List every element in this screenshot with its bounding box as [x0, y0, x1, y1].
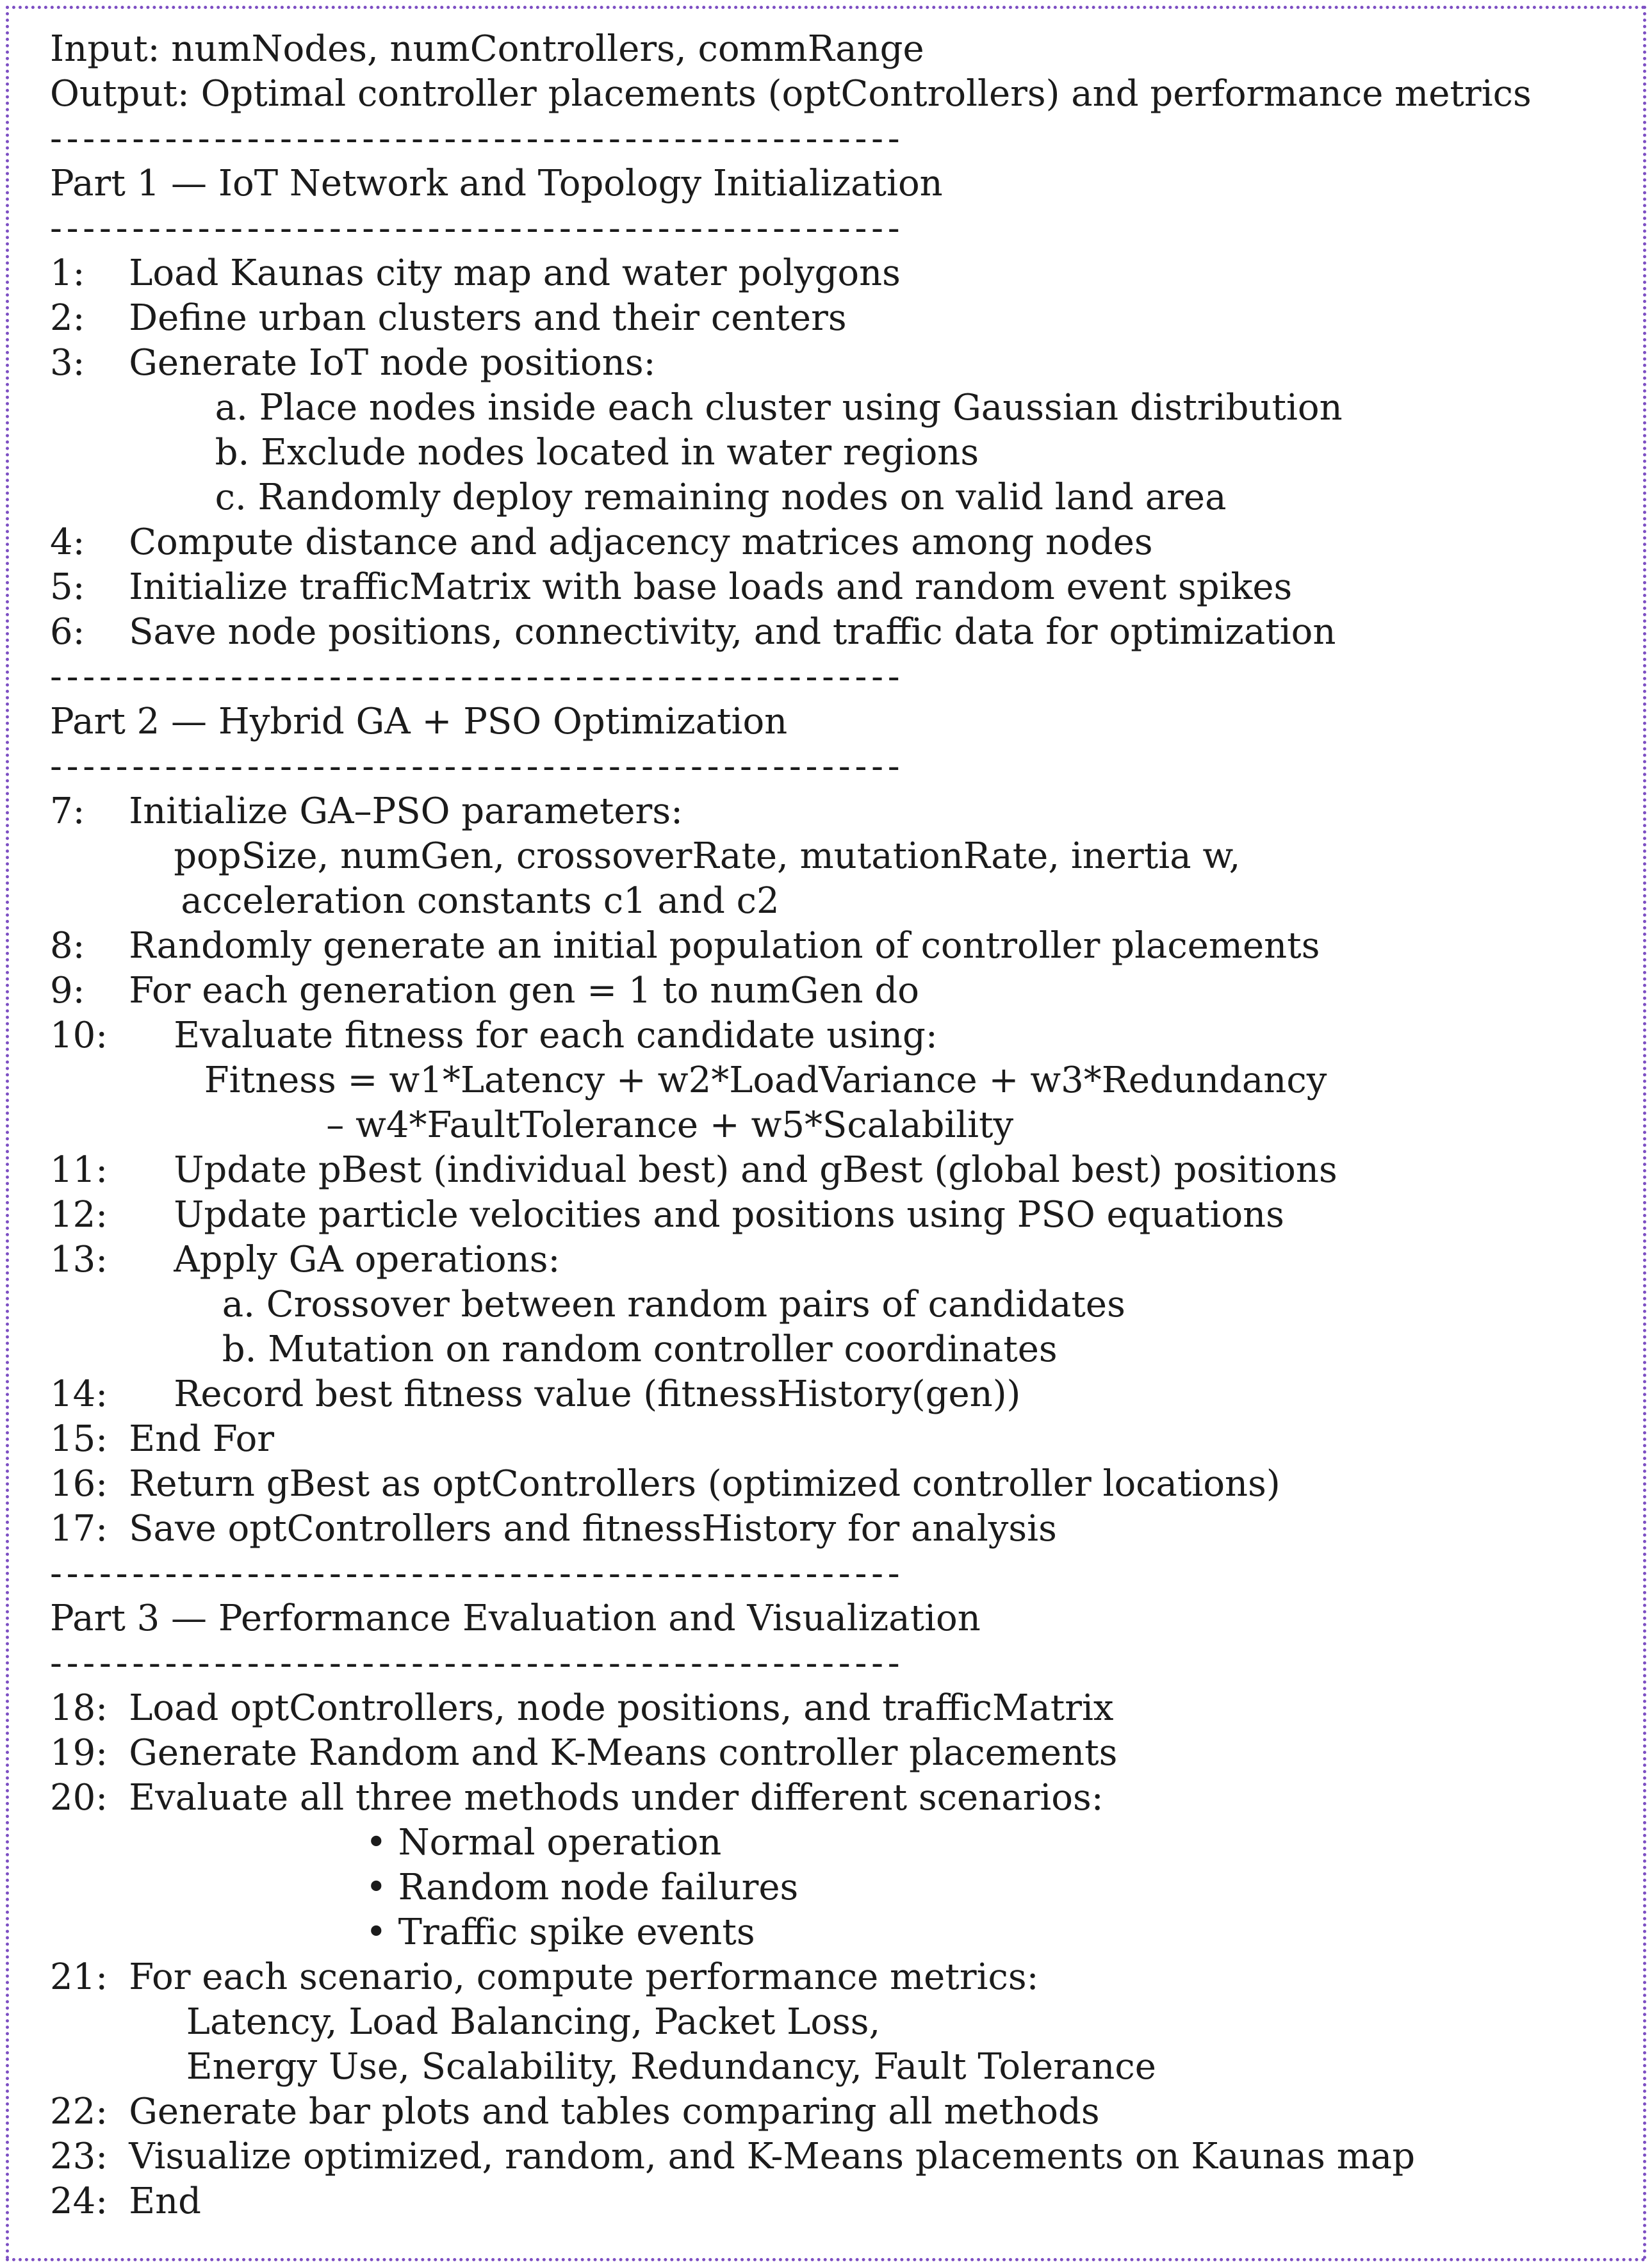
- pseudocode-line: [50, 969, 1628, 1013]
- line-text: Initialize trafficMatrix with base loads and random event spikes: [129, 566, 1293, 608]
- line-number: 24:: [50, 2181, 108, 2222]
- header-line: [50, 161, 1628, 206]
- line-number: 16:: [50, 1463, 108, 1505]
- separator-line: [50, 655, 1628, 700]
- pseudocode-line: [50, 834, 1628, 879]
- line-number: 5:: [50, 566, 85, 608]
- line-number: 11:: [50, 1149, 108, 1191]
- header-line: [50, 700, 1628, 744]
- line-text: Evaluate fitness for each candidate using:: [174, 1015, 938, 1056]
- pseudocode-line: [50, 341, 1628, 386]
- line-text: – w4*FaultTolerance + w5*Scalability: [326, 1104, 1014, 1146]
- pseudocode-line: [50, 430, 1628, 475]
- line-text: Return gBest as optControllers (optimized controller locations): [129, 1463, 1280, 1505]
- separator-line: [50, 744, 1628, 789]
- line-text: For each scenario, compute performance metrics:: [129, 1956, 1039, 1998]
- line-text: Generate bar plots and tables comparing all methods: [129, 2091, 1100, 2132]
- separator-line: [50, 117, 1628, 161]
- line-number: 10:: [50, 1015, 108, 1056]
- line-text: Define urban clusters and their centers: [129, 297, 847, 339]
- line-number: 4:: [50, 521, 85, 563]
- pseudocode-line: [50, 1193, 1628, 1238]
- line-number: 14:: [50, 1373, 108, 1415]
- line-text: Load Kaunas city map and water polygons: [129, 252, 901, 294]
- line-number: 9:: [50, 970, 85, 1011]
- pseudocode-line: [50, 2134, 1628, 2179]
- pseudocode-line: [50, 879, 1628, 924]
- separator-dashes: ----------------------------------------------------: [50, 1553, 904, 1594]
- line-number: 22:: [50, 2091, 108, 2132]
- line-text: Evaluate all three methods under different scenarios:: [129, 1777, 1104, 1819]
- line-text: acceleration constants c1 and c2: [181, 880, 780, 922]
- pseudocode-line: [50, 1731, 1628, 1776]
- pseudocode-line: [50, 789, 1628, 834]
- line-text: For each generation gen = 1 to numGen do: [129, 970, 919, 1011]
- header-line: [50, 72, 1628, 117]
- line-text: Part 3 — Performance Evaluation and Visualization: [50, 1598, 981, 1639]
- line-number: 3:: [50, 342, 85, 384]
- line-text: Generate Random and K-Means controller placements: [129, 1732, 1118, 1774]
- line-number: 15:: [50, 1418, 108, 1460]
- separator-dashes: ----------------------------------------------------: [50, 656, 904, 698]
- line-number: 19:: [50, 1732, 108, 1774]
- pseudocode-line: [50, 296, 1628, 341]
- pseudocode-line: [50, 386, 1628, 430]
- line-number: 13:: [50, 1239, 108, 1281]
- pseudocode-line: [50, 1417, 1628, 1462]
- pseudocode-line: [50, 1776, 1628, 1821]
- line-number: 2:: [50, 297, 85, 339]
- separator-line: [50, 206, 1628, 251]
- line-text: Energy Use, Scalability, Redundancy, Fault Tolerance: [186, 2046, 1156, 2088]
- pseudocode-line: [50, 1910, 1628, 1955]
- pseudocode-line: [50, 2045, 1628, 2090]
- pseudocode-line: [50, 251, 1628, 296]
- line-text: Generate IoT node positions:: [129, 342, 656, 384]
- line-number: 17:: [50, 1508, 108, 1550]
- line-text: Update pBest (individual best) and gBest (global best) positions: [174, 1149, 1337, 1191]
- line-text: Compute distance and adjacency matrices among nodes: [129, 521, 1153, 563]
- pseudocode-line: [50, 1058, 1628, 1103]
- line-number: 6:: [50, 611, 85, 653]
- pseudocode-line: [50, 1462, 1628, 1507]
- pseudocode-line: [50, 565, 1628, 610]
- line-number: 12:: [50, 1194, 108, 1236]
- line-text: • Normal operation: [365, 1822, 722, 1863]
- pseudocode-line: [50, 2179, 1628, 2224]
- separator-line: [50, 1641, 1628, 1686]
- line-text: Record best fitness value (fitnessHistory(gen)): [174, 1373, 1021, 1415]
- line-text: • Random node failures: [365, 1867, 799, 1908]
- pseudocode-line: [50, 610, 1628, 655]
- line-number: 7:: [50, 790, 85, 832]
- line-text: Latency, Load Balancing, Packet Loss,: [186, 2001, 881, 2043]
- header-line: [50, 27, 1628, 72]
- pseudocode-line: [50, 1507, 1628, 1551]
- pseudocode-line: [50, 1103, 1628, 1148]
- line-text: Save node positions, connectivity, and traffic data for optimization: [129, 611, 1336, 653]
- line-text: Apply GA operations:: [174, 1239, 560, 1281]
- header-line: [50, 1596, 1628, 1641]
- pseudocode-line: [50, 520, 1628, 565]
- line-text: Visualize optimized, random, and K-Means placements on Kaunas map: [129, 2136, 1416, 2177]
- line-number: 8:: [50, 925, 85, 967]
- line-text: Initialize GA–PSO parameters:: [129, 790, 683, 832]
- line-text: Save optControllers and fitnessHistory for analysis: [129, 1508, 1057, 1550]
- line-number: 20:: [50, 1777, 108, 1819]
- separator-dashes: ----------------------------------------------------: [50, 208, 904, 249]
- line-text: Part 2 — Hybrid GA + PSO Optimization: [50, 701, 788, 742]
- pseudocode-line: [50, 2000, 1628, 2045]
- separator-dashes: ----------------------------------------------------: [50, 118, 904, 160]
- pseudocode-line: [50, 1238, 1628, 1282]
- line-text: End: [129, 2181, 201, 2222]
- line-text: b. Exclude nodes located in water regions: [215, 432, 979, 473]
- line-text: c. Randomly deploy remaining nodes on valid land area: [215, 477, 1227, 518]
- pseudocode-line: [50, 1372, 1628, 1417]
- pseudocode-line: [50, 1282, 1628, 1327]
- separator-dashes: ----------------------------------------------------: [50, 746, 904, 787]
- pseudocode-line: [50, 475, 1628, 520]
- line-text: b. Mutation on random controller coordinates: [222, 1329, 1058, 1370]
- pseudocode-line: [50, 1865, 1628, 1910]
- line-number: 21:: [50, 1956, 108, 1998]
- line-number: 1:: [50, 252, 85, 294]
- line-text: a. Crossover between random pairs of candidates: [222, 1284, 1125, 1325]
- pseudocode-line: [50, 1955, 1628, 2000]
- line-text: a. Place nodes inside each cluster using Gaussian distribution: [215, 387, 1343, 429]
- pseudocode-line: [50, 924, 1628, 969]
- separator-line: [50, 1551, 1628, 1596]
- pseudocode-line: [50, 1686, 1628, 1731]
- line-text: Output: Optimal controller placements (optControllers) and performance metrics: [50, 73, 1532, 115]
- line-text: Fitness = w1*Latency + w2*LoadVariance + w3*Redundancy: [204, 1060, 1327, 1101]
- line-text: Update particle velocities and positions using PSO equations: [174, 1194, 1284, 1236]
- line-text: popSize, numGen, crossoverRate, mutationRate, inertia w,: [174, 835, 1241, 877]
- line-text: Input: numNodes, numControllers, commRange: [50, 28, 924, 70]
- line-text: • Traffic spike events: [365, 1911, 755, 1953]
- line-text: Load optControllers, node positions, and trafficMatrix: [129, 1687, 1114, 1729]
- line-text: End For: [129, 1418, 275, 1460]
- separator-dashes: ----------------------------------------------------: [50, 1642, 904, 1684]
- line-number: 23:: [50, 2136, 108, 2177]
- pseudocode-line: [50, 1821, 1628, 1865]
- line-text: Randomly generate an initial population of controller placements: [129, 925, 1320, 967]
- pseudocode-line: [50, 2090, 1628, 2134]
- pseudocode-line: [50, 1013, 1628, 1058]
- line-number: 18:: [50, 1687, 108, 1729]
- pseudocode-line: [50, 1148, 1628, 1193]
- algorithm-box: [6, 6, 1646, 2261]
- pseudocode-line: [50, 1327, 1628, 1372]
- line-text: Part 1 — IoT Network and Topology Initialization: [50, 163, 943, 204]
